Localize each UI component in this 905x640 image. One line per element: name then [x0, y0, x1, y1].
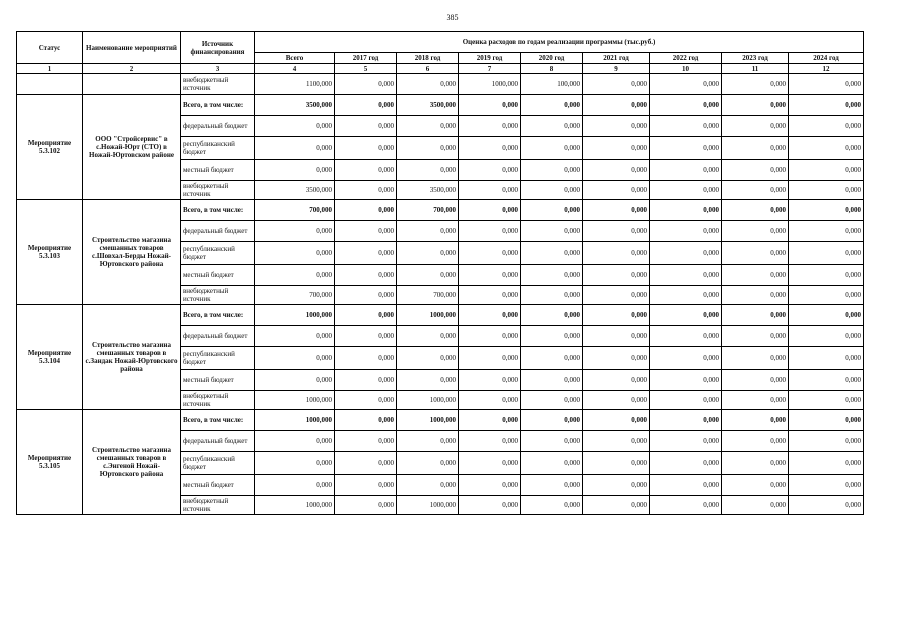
- amount-cell: 0,000: [335, 242, 397, 265]
- amount-cell: 0,000: [255, 452, 335, 475]
- amount-cell: 0,000: [722, 200, 789, 221]
- amount-cell: 0,000: [650, 181, 722, 200]
- amount-cell: 0,000: [459, 475, 521, 496]
- amount-cell: 0,000: [397, 452, 459, 475]
- amount-cell: 0,000: [335, 410, 397, 431]
- column-number: 10: [650, 64, 722, 74]
- empty-cell: [17, 74, 83, 95]
- amount-cell: 0,000: [335, 74, 397, 95]
- header-year: 2024 год: [789, 53, 864, 64]
- amount-cell: 1000,000: [255, 305, 335, 326]
- amount-cell: 0,000: [583, 496, 650, 515]
- amount-cell: 0,000: [459, 347, 521, 370]
- amount-cell: 0,000: [335, 265, 397, 286]
- header-year: 2023 год: [722, 53, 789, 64]
- header-year: 2019 год: [459, 53, 521, 64]
- header-year: 2022 год: [650, 53, 722, 64]
- amount-cell: 0,000: [789, 181, 864, 200]
- column-number: 6: [397, 64, 459, 74]
- amount-cell: 0,000: [722, 95, 789, 116]
- amount-cell: 0,000: [397, 326, 459, 347]
- amount-cell: 0,000: [722, 160, 789, 181]
- amount-cell: 0,000: [335, 431, 397, 452]
- amount-cell: 0,000: [335, 95, 397, 116]
- measure-name: ООО "Стройсервис" в с.Ножай-Юрт (СТО) в Ножай-Юртовском районе: [83, 95, 181, 200]
- amount-cell: 3500,000: [255, 181, 335, 200]
- amount-cell: 0,000: [521, 242, 583, 265]
- amount-cell: 0,000: [459, 116, 521, 137]
- amount-cell: 0,000: [789, 221, 864, 242]
- amount-cell: 0,000: [521, 475, 583, 496]
- amount-cell: 0,000: [789, 116, 864, 137]
- amount-cell: 0,000: [459, 137, 521, 160]
- amount-cell: 0,000: [521, 391, 583, 410]
- amount-cell: 0,000: [650, 431, 722, 452]
- amount-cell: 0,000: [459, 286, 521, 305]
- amount-cell: 0,000: [650, 200, 722, 221]
- amount-cell: 0,000: [583, 160, 650, 181]
- amount-cell: 1000,000: [397, 305, 459, 326]
- amount-cell: 0,000: [650, 116, 722, 137]
- amount-cell: 0,000: [650, 452, 722, 475]
- amount-cell: 0,000: [397, 160, 459, 181]
- funding-source: республиканский бюджет: [181, 452, 255, 475]
- amount-cell: 0,000: [650, 286, 722, 305]
- amount-cell: 0,000: [459, 496, 521, 515]
- amount-cell: 0,000: [650, 326, 722, 347]
- funding-source: местный бюджет: [181, 160, 255, 181]
- amount-cell: 0,000: [335, 286, 397, 305]
- amount-cell: 0,000: [255, 370, 335, 391]
- amount-cell: 0,000: [335, 200, 397, 221]
- amount-cell: 0,000: [722, 431, 789, 452]
- amount-cell: 0,000: [397, 242, 459, 265]
- amount-cell: 0,000: [255, 242, 335, 265]
- amount-cell: 0,000: [397, 475, 459, 496]
- funding-source: местный бюджет: [181, 265, 255, 286]
- amount-cell: 0,000: [650, 160, 722, 181]
- amount-cell: 0,000: [722, 410, 789, 431]
- amount-cell: 0,000: [335, 475, 397, 496]
- funding-source: Всего, в том числе:: [181, 200, 255, 221]
- amount-cell: 0,000: [459, 452, 521, 475]
- amount-cell: 0,000: [335, 496, 397, 515]
- amount-cell: 0,000: [255, 137, 335, 160]
- table-row: [17, 305, 864, 326]
- amount-cell: 0,000: [722, 347, 789, 370]
- funding-source: внебюджетный источник: [181, 181, 255, 200]
- amount-cell: 0,000: [583, 95, 650, 116]
- amount-cell: 0,000: [789, 496, 864, 515]
- column-number: 4: [255, 64, 335, 74]
- amount-cell: 0,000: [521, 431, 583, 452]
- amount-cell: 1000,000: [459, 74, 521, 95]
- column-number: 3: [181, 64, 255, 74]
- amount-cell: 0,000: [650, 137, 722, 160]
- header-name: Наименование мероприятий: [83, 32, 181, 64]
- header-year: Всего: [255, 53, 335, 64]
- table-body: [17, 74, 864, 515]
- amount-cell: 0,000: [521, 452, 583, 475]
- amount-cell: 0,000: [335, 137, 397, 160]
- amount-cell: 0,000: [459, 242, 521, 265]
- amount-cell: 0,000: [335, 452, 397, 475]
- amount-cell: 0,000: [459, 221, 521, 242]
- column-number: 11: [722, 64, 789, 74]
- amount-cell: 0,000: [521, 370, 583, 391]
- amount-cell: 0,000: [255, 160, 335, 181]
- header-source: Источник финансирования: [181, 32, 255, 64]
- funding-source: местный бюджет: [181, 475, 255, 496]
- column-number: 1: [17, 64, 83, 74]
- amount-cell: 0,000: [789, 370, 864, 391]
- amount-cell: 0,000: [521, 305, 583, 326]
- amount-cell: 0,000: [521, 95, 583, 116]
- amount-cell: 0,000: [722, 181, 789, 200]
- amount-cell: 0,000: [789, 242, 864, 265]
- amount-cell: 1000,000: [255, 410, 335, 431]
- header-estimate: Оценка расходов по годам реализации программы (тыс.руб.): [255, 32, 864, 53]
- amount-cell: 0,000: [583, 74, 650, 95]
- amount-cell: 0,000: [650, 410, 722, 431]
- amount-cell: 0,000: [397, 370, 459, 391]
- amount-cell: 0,000: [521, 116, 583, 137]
- amount-cell: 0,000: [255, 431, 335, 452]
- amount-cell: 0,000: [650, 95, 722, 116]
- amount-cell: 0,000: [722, 475, 789, 496]
- amount-cell: 0,000: [583, 391, 650, 410]
- amount-cell: 0,000: [521, 221, 583, 242]
- amount-cell: 1000,000: [255, 496, 335, 515]
- amount-cell: 700,000: [397, 200, 459, 221]
- table-row: [17, 95, 864, 116]
- amount-cell: 3500,000: [397, 181, 459, 200]
- column-number: 8: [521, 64, 583, 74]
- amount-cell: 0,000: [722, 221, 789, 242]
- column-number: 9: [583, 64, 650, 74]
- amount-cell: 0,000: [722, 391, 789, 410]
- amount-cell: 0,000: [789, 347, 864, 370]
- amount-cell: 0,000: [789, 391, 864, 410]
- measure-status: Мероприятие 5.3.105: [17, 410, 83, 515]
- amount-cell: 0,000: [650, 391, 722, 410]
- amount-cell: 0,000: [583, 116, 650, 137]
- amount-cell: 0,000: [583, 370, 650, 391]
- funding-source: федеральный бюджет: [181, 431, 255, 452]
- measure-name: Строительство магазина смешанных товаров в с.Зандак Ножай-Юртовского района: [83, 305, 181, 410]
- amount-cell: 0,000: [459, 410, 521, 431]
- funding-source: внебюджетный источник: [181, 74, 255, 95]
- amount-cell: 0,000: [583, 410, 650, 431]
- column-number: 2: [83, 64, 181, 74]
- header-year: 2018 год: [397, 53, 459, 64]
- amount-cell: 0,000: [722, 326, 789, 347]
- measure-status: Мероприятие 5.3.103: [17, 200, 83, 305]
- amount-cell: 0,000: [255, 347, 335, 370]
- amount-cell: 0,000: [583, 242, 650, 265]
- amount-cell: 0,000: [521, 137, 583, 160]
- funding-source: внебюджетный источник: [181, 391, 255, 410]
- amount-cell: 0,000: [335, 347, 397, 370]
- amount-cell: 0,000: [722, 452, 789, 475]
- page-number: 385: [446, 13, 459, 22]
- amount-cell: 0,000: [521, 200, 583, 221]
- amount-cell: 0,000: [583, 286, 650, 305]
- amount-cell: 0,000: [255, 116, 335, 137]
- amount-cell: 0,000: [583, 347, 650, 370]
- measure-name: Строительство магазина смешанных товаров в с.Энгеной Ножай-Юртовского района: [83, 410, 181, 515]
- amount-cell: 0,000: [459, 305, 521, 326]
- amount-cell: 100,000: [521, 74, 583, 95]
- amount-cell: 0,000: [335, 221, 397, 242]
- amount-cell: 0,000: [521, 496, 583, 515]
- amount-cell: 0,000: [650, 347, 722, 370]
- amount-cell: 0,000: [722, 370, 789, 391]
- amount-cell: 0,000: [459, 200, 521, 221]
- amount-cell: 0,000: [397, 347, 459, 370]
- amount-cell: 0,000: [789, 95, 864, 116]
- amount-cell: 0,000: [521, 347, 583, 370]
- amount-cell: 0,000: [583, 326, 650, 347]
- amount-cell: 0,000: [459, 391, 521, 410]
- amount-cell: 0,000: [459, 160, 521, 181]
- amount-cell: 0,000: [459, 181, 521, 200]
- amount-cell: 0,000: [789, 265, 864, 286]
- amount-cell: 0,000: [397, 137, 459, 160]
- amount-cell: 0,000: [789, 475, 864, 496]
- amount-cell: 0,000: [397, 116, 459, 137]
- amount-cell: 0,000: [789, 74, 864, 95]
- amount-cell: 0,000: [789, 137, 864, 160]
- amount-cell: 0,000: [789, 305, 864, 326]
- funding-source: внебюджетный источник: [181, 286, 255, 305]
- amount-cell: 0,000: [335, 326, 397, 347]
- header-status: Статус: [17, 32, 83, 64]
- amount-cell: 0,000: [459, 370, 521, 391]
- amount-cell: 700,000: [397, 286, 459, 305]
- empty-cell: [83, 74, 181, 95]
- amount-cell: 0,000: [397, 265, 459, 286]
- amount-cell: 0,000: [583, 265, 650, 286]
- amount-cell: 0,000: [459, 431, 521, 452]
- amount-cell: 0,000: [335, 391, 397, 410]
- amount-cell: 0,000: [397, 74, 459, 95]
- measure-status: Мероприятие 5.3.102: [17, 95, 83, 200]
- column-number: 7: [459, 64, 521, 74]
- amount-cell: 0,000: [722, 242, 789, 265]
- amount-cell: 0,000: [335, 181, 397, 200]
- amount-cell: 0,000: [650, 496, 722, 515]
- funding-source: республиканский бюджет: [181, 347, 255, 370]
- amount-cell: 0,000: [650, 242, 722, 265]
- funding-source: федеральный бюджет: [181, 116, 255, 137]
- amount-cell: 1000,000: [397, 410, 459, 431]
- amount-cell: 0,000: [583, 200, 650, 221]
- funding-source: республиканский бюджет: [181, 137, 255, 160]
- amount-cell: 0,000: [521, 286, 583, 305]
- table-row: [17, 74, 864, 95]
- amount-cell: 700,000: [255, 286, 335, 305]
- amount-cell: 1000,000: [255, 391, 335, 410]
- amount-cell: 0,000: [722, 74, 789, 95]
- amount-cell: 0,000: [722, 496, 789, 515]
- amount-cell: 0,000: [722, 137, 789, 160]
- amount-cell: 0,000: [583, 305, 650, 326]
- amount-cell: 0,000: [650, 305, 722, 326]
- amount-cell: 0,000: [583, 137, 650, 160]
- funding-source: Всего, в том числе:: [181, 305, 255, 326]
- funding-source: федеральный бюджет: [181, 221, 255, 242]
- amount-cell: 0,000: [722, 286, 789, 305]
- amount-cell: 0,000: [521, 326, 583, 347]
- amount-cell: 0,000: [583, 181, 650, 200]
- amount-cell: 0,000: [335, 305, 397, 326]
- budget-table: [16, 31, 864, 515]
- amount-cell: 0,000: [521, 410, 583, 431]
- amount-cell: 1000,000: [397, 496, 459, 515]
- amount-cell: 0,000: [335, 370, 397, 391]
- amount-cell: 0,000: [722, 265, 789, 286]
- amount-cell: 0,000: [650, 265, 722, 286]
- amount-cell: 0,000: [459, 326, 521, 347]
- amount-cell: 1000,000: [397, 391, 459, 410]
- funding-source: внебюджетный источник: [181, 496, 255, 515]
- header-year: 2021 год: [583, 53, 650, 64]
- amount-cell: 0,000: [521, 181, 583, 200]
- amount-cell: 0,000: [521, 265, 583, 286]
- amount-cell: 3500,000: [397, 95, 459, 116]
- amount-cell: 0,000: [459, 95, 521, 116]
- funding-source: республиканский бюджет: [181, 242, 255, 265]
- amount-cell: 0,000: [650, 74, 722, 95]
- amount-cell: 0,000: [255, 265, 335, 286]
- amount-cell: 0,000: [521, 160, 583, 181]
- amount-cell: 3500,000: [255, 95, 335, 116]
- measure-name: Строительство магазина смешанных товаров с.Шовхал-Берды Ножай-Юртовского района: [83, 200, 181, 305]
- amount-cell: 0,000: [255, 221, 335, 242]
- funding-source: федеральный бюджет: [181, 326, 255, 347]
- amount-cell: 0,000: [650, 221, 722, 242]
- amount-cell: 0,000: [583, 431, 650, 452]
- table-row: [17, 410, 864, 431]
- measure-status: Мероприятие 5.3.104: [17, 305, 83, 410]
- amount-cell: 0,000: [789, 326, 864, 347]
- amount-cell: 0,000: [789, 410, 864, 431]
- funding-source: Всего, в том числе:: [181, 410, 255, 431]
- amount-cell: 0,000: [397, 431, 459, 452]
- column-number: 12: [789, 64, 864, 74]
- amount-cell: 0,000: [459, 265, 521, 286]
- amount-cell: 0,000: [789, 286, 864, 305]
- amount-cell: 0,000: [650, 370, 722, 391]
- amount-cell: 0,000: [583, 475, 650, 496]
- amount-cell: 0,000: [583, 452, 650, 475]
- header-year: 2020 год: [521, 53, 583, 64]
- funding-source: местный бюджет: [181, 370, 255, 391]
- amount-cell: 0,000: [650, 475, 722, 496]
- amount-cell: 0,000: [583, 221, 650, 242]
- header-year: 2017 год: [335, 53, 397, 64]
- amount-cell: 0,000: [789, 200, 864, 221]
- column-number: 5: [335, 64, 397, 74]
- amount-cell: 700,000: [255, 200, 335, 221]
- amount-cell: 0,000: [335, 116, 397, 137]
- amount-cell: 0,000: [335, 160, 397, 181]
- table-row: [17, 200, 864, 221]
- amount-cell: 0,000: [722, 305, 789, 326]
- amount-cell: 0,000: [255, 326, 335, 347]
- amount-cell: 0,000: [789, 452, 864, 475]
- amount-cell: 0,000: [789, 160, 864, 181]
- amount-cell: 0,000: [397, 221, 459, 242]
- amount-cell: 0,000: [255, 475, 335, 496]
- amount-cell: 0,000: [722, 116, 789, 137]
- amount-cell: 1100,000: [255, 74, 335, 95]
- amount-cell: 0,000: [789, 431, 864, 452]
- funding-source: Всего, в том числе:: [181, 95, 255, 116]
